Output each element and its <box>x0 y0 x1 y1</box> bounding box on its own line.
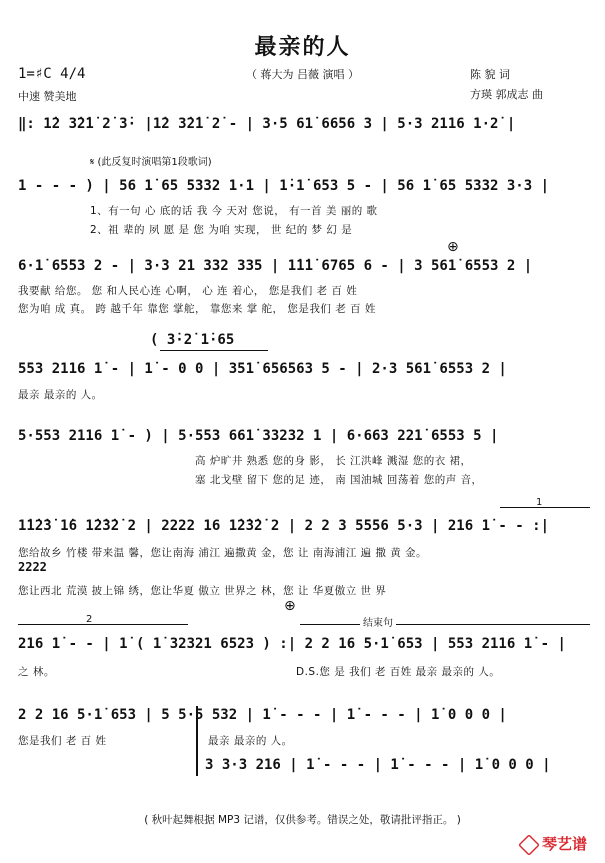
lyric-line-2a: 1、有一句 心 底的话 我 今 天对 您说， 有一首 美 丽的 歌 <box>90 205 378 217</box>
coda-sign-2: ⊕ <box>284 598 296 614</box>
lyricist-credit: 陈 貌 词 <box>470 68 510 81</box>
score-line-7: 216 1̇ - - | 1̇ ( 1̇ 32321 6523 ) :| 2 2 16 5·1̇ 653 | 553 2116 1̇ - | <box>18 636 566 652</box>
lyric-line-7b: D.S.您 是 我们 老 百姓 最亲 最亲的 人。 <box>296 666 501 678</box>
score-line-5: 5·553 2116 1̇ - ) | 5·553 661̇ 33232 1 | 6·663 221̇ 6553 5 | <box>18 428 499 444</box>
coda-sign: ⊕ <box>447 239 459 255</box>
lyric-line-4: 最亲 最亲的 人。 <box>18 389 103 401</box>
logo-icon <box>518 834 540 856</box>
lyric-line-3a: 我要献 给您。 您 和人民心连 心啊， 心 连 着心， 您是我们 老 百 姓 <box>18 285 358 297</box>
singers-credit: （ 蒋大为 吕薇 演唱 ） <box>246 68 359 81</box>
tempo-marking: 中速 赞美地 <box>18 90 77 103</box>
lyric-line-7a: 之 林。 <box>18 666 55 678</box>
lyric-line-8a: 您是我们 老 百 姓 <box>18 735 107 747</box>
ending-phrase-label: 结束句 <box>360 614 396 629</box>
score-line-6-alt: 2222 <box>18 560 47 574</box>
lyric-line-6b: 您让西北 荒漠 披上锦 绣，您让华夏 傲立 世界之 林，您 让 华夏傲立 世 界 <box>18 585 387 597</box>
repeat-instruction: 𝄋 (此反复时演唱第1段歌词) <box>90 157 212 168</box>
lyric-line-6a: 您给故乡 竹楼 带来温 馨，您让南海 浦江 遍撒黄 金，您 让 南海浦江 遍 撒 黄 金。 <box>18 547 428 559</box>
composer-credit: 方瑛 郭成志 曲 <box>470 88 543 101</box>
lyric-line-5b: 塞 北戈壁 留下 您的足 迹， 南 国油城 回荡着 您的声 音， <box>195 474 483 486</box>
score-line-3: 6·1̇ 6553 2 - | 3·3 21 332 335 | 1̇1̇1̇ 6765 6 - | 3 561̇ 6553 2 | <box>18 258 533 274</box>
score-line-1: ‖: 1̇2 3̇2̇1̇ 2̇ 3̇· |1̇2 3̇2̇1̇ 2̇ - | 3·5 61̇ 6656 3 | 5·3 2116 1·2̇ | <box>18 116 516 132</box>
volta-2-label: 2 <box>86 614 93 625</box>
logo-text: 琴艺谱 <box>541 835 587 853</box>
lyric-line-2b: 2、祖 辈的 夙 愿 是 您 为咱 实现， 世 纪的 梦 幻 是 <box>90 224 353 236</box>
lyric-line-3b: 您为咱 成 真。 跨 越千年 靠您 掌舵， 靠您来 掌 舵， 您是我们 老 百 姓 <box>18 303 376 315</box>
volta-1-label: 1 <box>536 497 543 508</box>
score-line-9: 3 3·3 216 | 1̇ - - - | 1̇ - - - | 1̇ 0 0 0 | <box>205 757 551 773</box>
interlude-notes: ( 3̇·2̇ 1̇·65 <box>150 332 235 348</box>
song-title: 最亲的人 <box>254 35 351 60</box>
lyric-line-8b: 最亲 最亲的 人。 <box>208 735 293 747</box>
score-line-8: 2 2 16 5·1̇ 653 | 5 5·5 532 | 1̇ - - - | 1̇ - - - | 1̇ 0 0 0 | <box>18 707 507 723</box>
lyric-line-5a: 高 炉旷井 熟悉 您的身 影， 长 江洪峰 溅湿 您的衣 裙， <box>195 455 472 467</box>
site-logo <box>518 833 587 856</box>
score-line-2: 1 - - - ) | 56 1̇ 65 5332 1·1 | 1̇·1̇ 653 5 - | 56 1̇ 65 5332 3·3 | <box>18 178 550 194</box>
score-line-4: 553 2116 1̇ - | 1̇ - 0 0 | 351̇ 656563 5 - | 2·3 561̇ 6553 2 | <box>18 361 507 377</box>
footer-note: ( 秋叶起舞根据 MP3 记谱，仅供参考。错误之处，敬请批评指正。 ) <box>144 814 461 826</box>
score-line-6: 1̇1̇2̇3̇ 1̇6 1̇2̇3̇2̇ 2 | 2222 16 1̇2̇3̇2̇ 2 | 2 2 3 5556 5·3 | 216 1̇ - - :| <box>18 518 550 534</box>
key-signature: 1=♯C 4/4 <box>18 66 86 82</box>
